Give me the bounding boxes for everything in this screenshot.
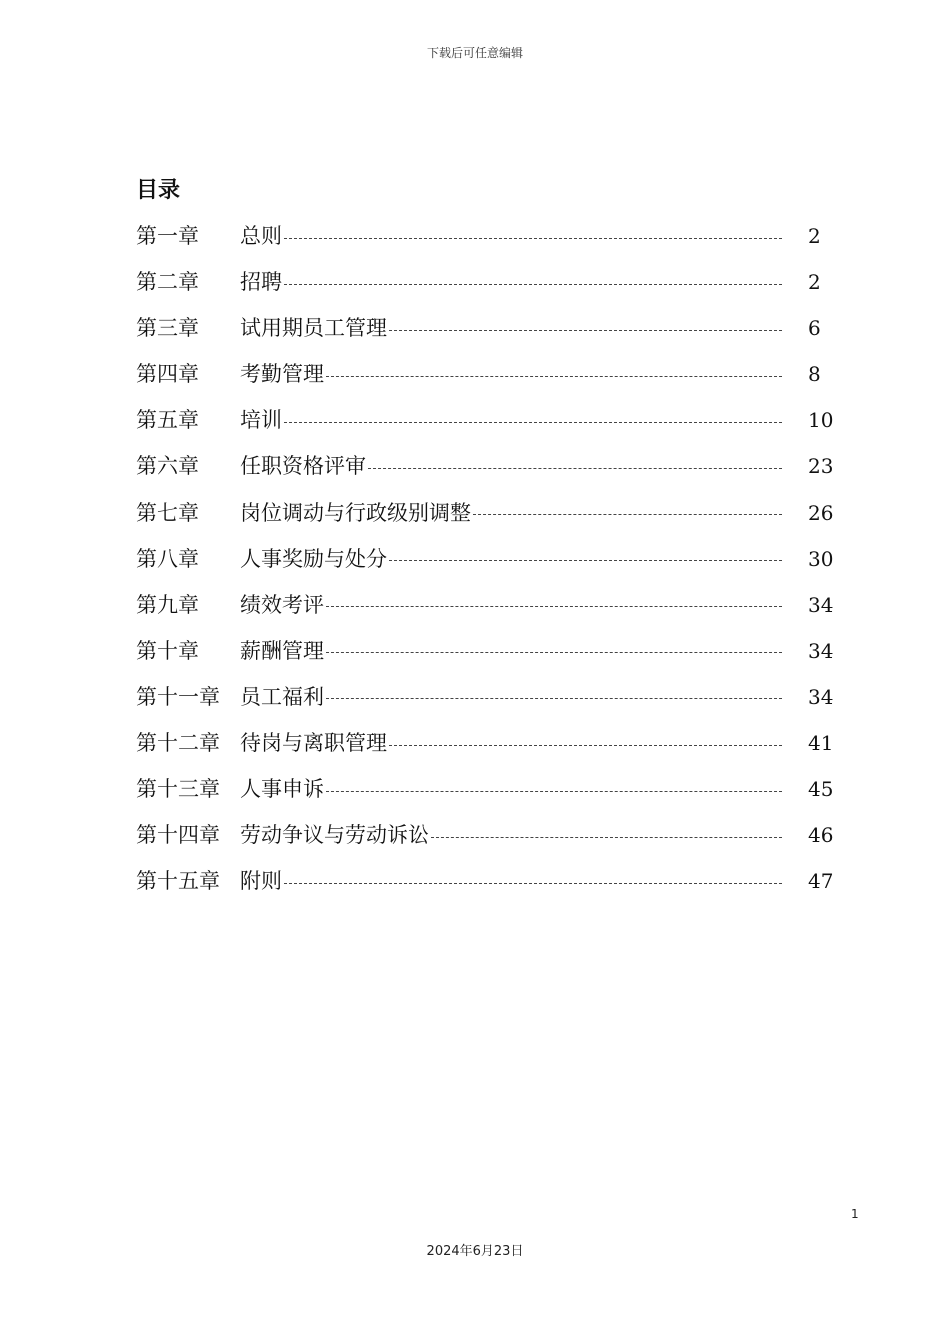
toc-entry[interactable] bbox=[136, 674, 836, 720]
toc-page-number: 2 bbox=[808, 270, 821, 295]
dot-leader bbox=[326, 698, 782, 699]
toc-entry[interactable] bbox=[136, 766, 836, 812]
toc-page-number: 46 bbox=[808, 823, 834, 848]
dot-leader bbox=[284, 883, 782, 884]
toc-chapter-title: 考勤管理 bbox=[240, 362, 324, 387]
toc-chapter-title: 人事奖励与处分 bbox=[240, 546, 387, 571]
toc-page-number: 30 bbox=[808, 546, 834, 571]
toc-entry[interactable] bbox=[136, 812, 836, 858]
toc-chapter-title: 总则 bbox=[240, 224, 282, 248]
toc-page-number: 45 bbox=[808, 777, 834, 802]
toc-entry[interactable] bbox=[136, 397, 836, 443]
toc-entry[interactable] bbox=[136, 582, 836, 628]
toc-page-number: 23 bbox=[808, 454, 834, 479]
toc-page-number: 10 bbox=[808, 408, 834, 433]
toc-chapter-number: 第七章 bbox=[136, 500, 199, 525]
toc-chapter-title: 绩效考评 bbox=[240, 592, 324, 617]
dot-leader bbox=[326, 606, 782, 607]
toc-entry[interactable] bbox=[136, 305, 836, 351]
table-of-contents bbox=[136, 213, 836, 904]
toc-chapter-title: 招聘 bbox=[240, 270, 282, 295]
toc-chapter-number: 第十章 bbox=[136, 638, 199, 663]
toc-chapter-title: 薪酬管理 bbox=[240, 638, 324, 663]
toc-chapter-title: 劳动争议与劳动诉讼 bbox=[240, 823, 429, 848]
dot-leader bbox=[326, 791, 782, 792]
toc-chapter-title: 岗位调动与行政级别调整 bbox=[240, 500, 471, 525]
toc-chapter-number: 第九章 bbox=[136, 592, 199, 617]
toc-page-number: 34 bbox=[808, 592, 834, 617]
toc-chapter-number: 第四章 bbox=[136, 362, 199, 387]
toc-page-number: 34 bbox=[808, 684, 834, 709]
toc-entry[interactable] bbox=[136, 628, 836, 674]
dot-leader bbox=[431, 837, 782, 838]
toc-title: 目录 bbox=[136, 178, 181, 203]
toc-page-number: 2 bbox=[808, 224, 821, 248]
dot-leader bbox=[284, 238, 782, 239]
toc-chapter-title: 培训 bbox=[240, 408, 282, 433]
toc-page-number: 26 bbox=[808, 500, 834, 525]
toc-chapter-title: 人事申诉 bbox=[240, 777, 324, 802]
toc-entry[interactable] bbox=[136, 720, 836, 766]
dot-leader bbox=[389, 560, 782, 561]
toc-entry[interactable] bbox=[136, 490, 836, 536]
toc-chapter-number: 第十一章 bbox=[136, 684, 220, 709]
page-number: 1 bbox=[851, 1207, 859, 1221]
toc-chapter-title: 待岗与离职管理 bbox=[240, 731, 387, 756]
toc-entry[interactable] bbox=[136, 443, 836, 489]
toc-chapter-number: 第六章 bbox=[136, 454, 199, 479]
toc-chapter-number: 第十四章 bbox=[136, 823, 220, 848]
dot-leader bbox=[326, 376, 782, 377]
toc-chapter-number: 第一章 bbox=[136, 224, 199, 248]
toc-entry[interactable] bbox=[136, 259, 836, 305]
toc-entry[interactable] bbox=[136, 351, 836, 397]
toc-chapter-number: 第十三章 bbox=[136, 777, 220, 802]
toc-chapter-number: 第八章 bbox=[136, 546, 199, 571]
dot-leader bbox=[473, 514, 782, 515]
toc-chapter-number: 第十二章 bbox=[136, 731, 220, 756]
toc-entry[interactable] bbox=[136, 213, 836, 259]
toc-chapter-title: 员工福利 bbox=[240, 684, 324, 709]
toc-chapter-title: 试用期员工管理 bbox=[240, 316, 387, 341]
toc-page-number: 8 bbox=[808, 362, 821, 387]
toc-page-number: 34 bbox=[808, 638, 834, 663]
toc-entry[interactable] bbox=[136, 858, 836, 904]
toc-chapter-title: 任职资格评审 bbox=[240, 454, 366, 479]
toc-chapter-number: 第三章 bbox=[136, 316, 199, 341]
dot-leader bbox=[368, 468, 782, 469]
dot-leader bbox=[389, 330, 782, 331]
dot-leader bbox=[326, 652, 782, 653]
toc-page-number: 41 bbox=[808, 731, 834, 756]
dot-leader bbox=[389, 745, 782, 746]
toc-page-number: 47 bbox=[808, 869, 834, 894]
toc-chapter-title: 附则 bbox=[240, 869, 282, 894]
dot-leader bbox=[284, 422, 782, 423]
toc-entry[interactable] bbox=[136, 536, 836, 582]
toc-chapter-number: 第五章 bbox=[136, 408, 199, 433]
toc-page-number: 6 bbox=[808, 316, 821, 341]
page-header: 下载后可任意编辑 bbox=[426, 46, 523, 60]
footer-date: 2024年6月23日 bbox=[426, 1244, 524, 1259]
dot-leader bbox=[284, 284, 782, 285]
toc-chapter-number: 第二章 bbox=[136, 270, 199, 295]
toc-chapter-number: 第十五章 bbox=[136, 869, 220, 894]
